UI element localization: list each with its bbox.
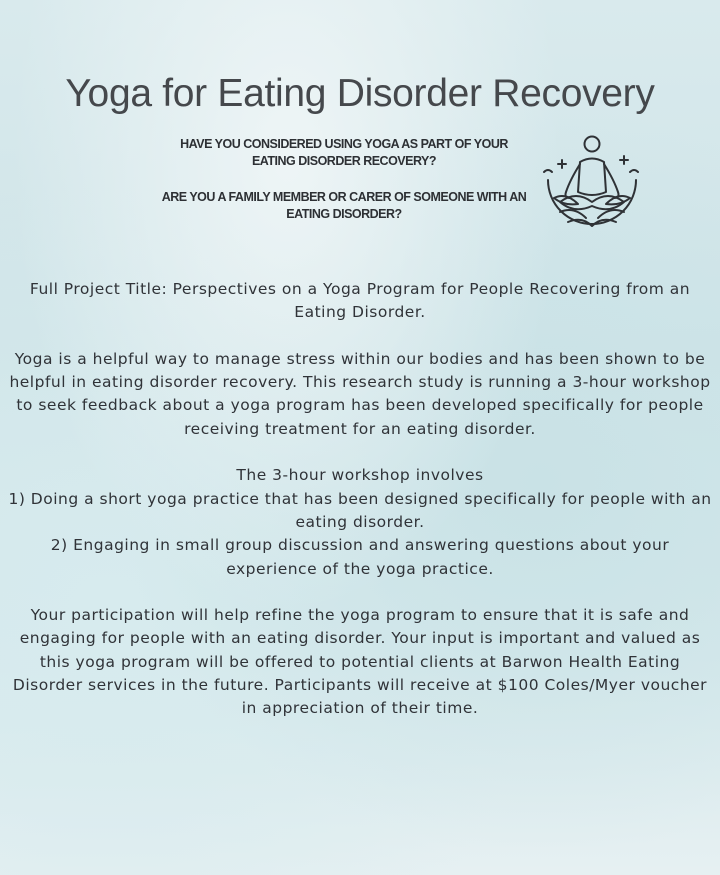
question-carer: ARE YOU A FAMILY MEMBER OR CARER OF SOMEONE WITH AN EATING DISORDER?	[161, 190, 527, 221]
workshop-item-2: 2) Engaging in small group discussion and answering questions about your experience of the yoga practice.	[50, 536, 670, 578]
workshop-item-1: 1) Doing a short yoga practice that has been designed specifically for people with an eating disorder.	[8, 489, 712, 531]
page-title: Yoga for Eating Disorder Recovery	[65, 72, 655, 115]
question-recovery: HAVE YOU CONSIDERED USING YOGA AS PART OF YOUR EATING DISORDER RECOVERY?	[180, 137, 508, 168]
meditating-person-icon	[540, 132, 645, 242]
body-content	[6, 278, 714, 744]
header-questions	[160, 136, 528, 242]
participation-paragraph: Your participation will help refine the yoga program to ensure that it is safe and engaging for people with an eating disorder. Your input is important and valued as this yoga program will be offered to potential clients at Barwon Health Eating Disorder services in the future. Participants will receive at $100 Coles/Myer voucher in appreciation of their time.	[12, 606, 708, 718]
project-title: Full Project Title: Perspectives on a Yoga Program for People Recovering from an Eating Disorder.	[29, 280, 691, 322]
workshop-heading: The 3-hour workshop involves	[236, 466, 484, 485]
workshop-section	[6, 464, 714, 580]
intro-paragraph: Yoga is a helpful way to manage stress within our bodies and has been shown to be helpful in eating disorder recovery. This research study is running a 3-hour workshop to seek feedback about a yoga program has been developed specifically for people receiving treatment for an eating disorder.	[9, 349, 711, 438]
